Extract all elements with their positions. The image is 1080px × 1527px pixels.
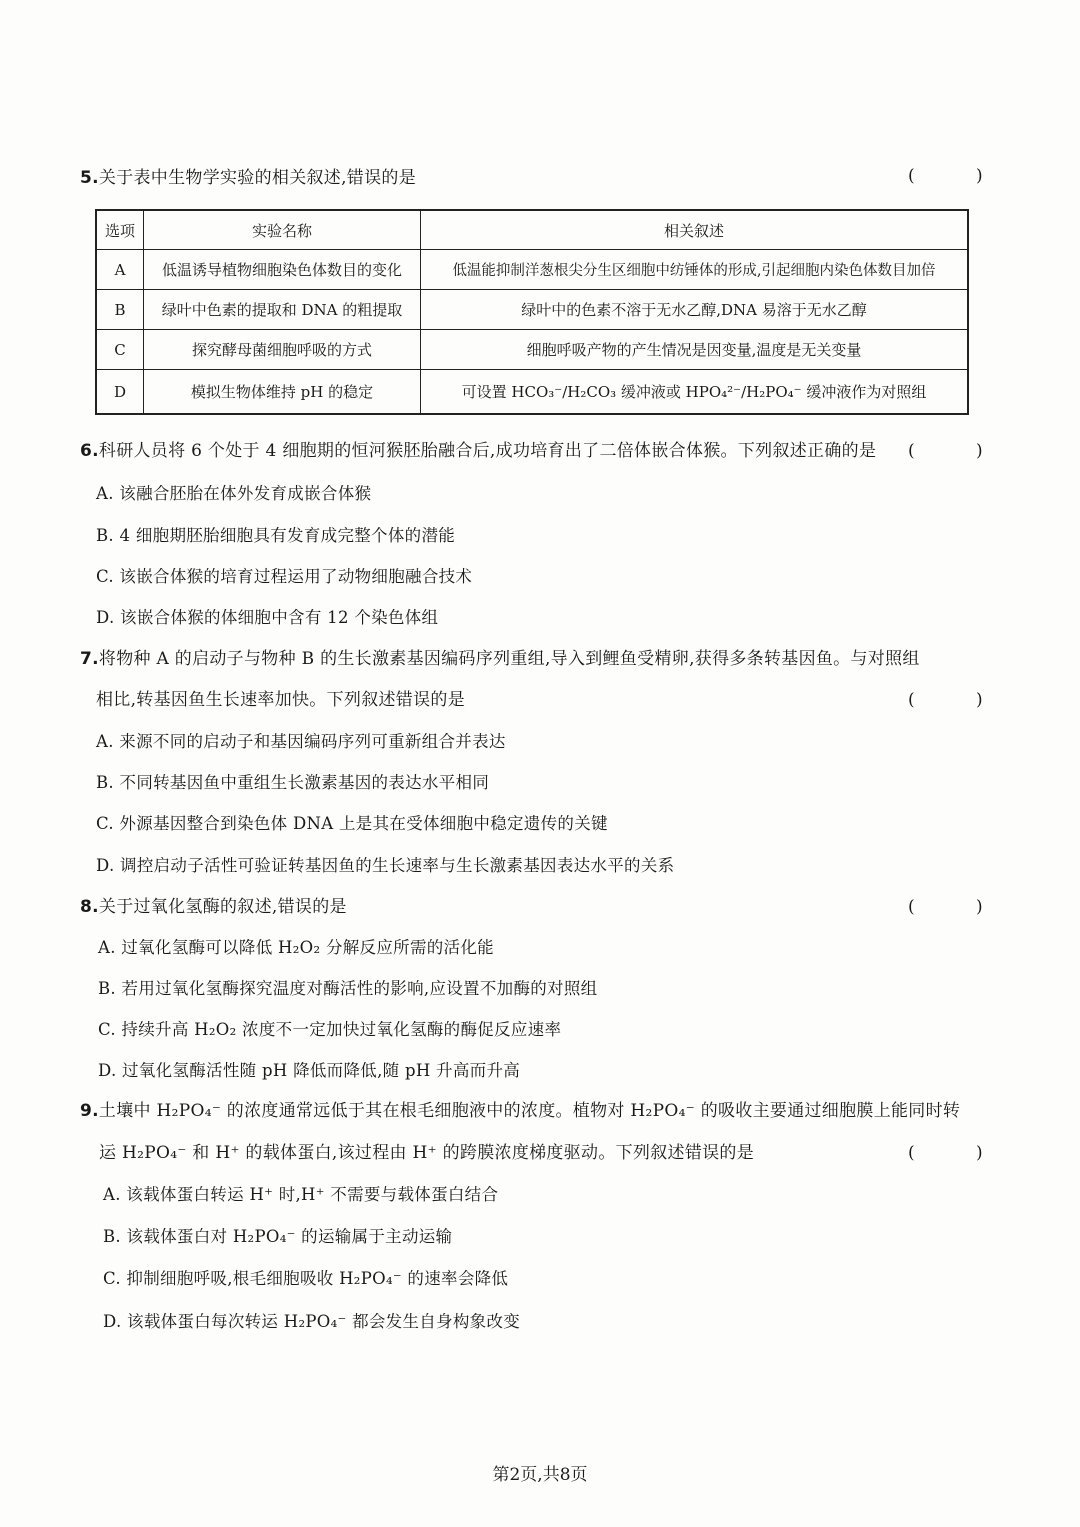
header-experiment-name: 实验名称: [144, 210, 421, 250]
q5-answer-paren: ( ): [908, 166, 1011, 186]
q5-stem: 关于表中生物学实验的相关叙述,错误的是: [98, 168, 416, 188]
q9-option-c: C. 抑制细胞呼吸,根毛细胞吸收 H₂PO₄⁻ 的速率会降低: [103, 1269, 509, 1288]
cell-option: C: [96, 330, 144, 370]
q6-stem-line: [80, 439, 876, 463]
q9-option-d: D. 该载体蛋白每次转运 H₂PO₄⁻ 都会发生自身构象改变: [103, 1312, 521, 1331]
cell-option: B: [96, 290, 144, 330]
table-header-row: [96, 210, 968, 250]
cell-description: 绿叶中的色素不溶于无水乙醇,DNA 易溶于无水乙醇: [421, 290, 969, 330]
q6-number: 6.: [80, 441, 99, 461]
q7-option-d: D. 调控启动子活性可验证转基因鱼的生长速率与生长激素基因表达水平的关系: [96, 856, 675, 875]
cell-description: 可设置 HCO₃⁻/H₂CO₃ 缓冲液或 HPO₄²⁻/H₂PO₄⁻ 缓冲液作为对照组: [421, 370, 969, 415]
q5-stem-line: [80, 166, 416, 190]
cell-experiment-name: 绿叶中色素的提取和 DNA 的粗提取: [144, 290, 421, 330]
cell-option: A: [96, 250, 144, 290]
cell-experiment-name: 模拟生物体维持 pH 的稳定: [144, 370, 421, 415]
q6-option-d: D. 该嵌合体猴的体细胞中含有 12 个染色体组: [96, 608, 439, 627]
q7-stem-line-1: [80, 647, 920, 671]
page-footer: 第2页,共8页: [492, 1465, 588, 1485]
q9-option-a: A. 该载体蛋白转运 H⁺ 时,H⁺ 不需要与载体蛋白结合: [103, 1185, 499, 1204]
q8-stem-line: [80, 895, 347, 919]
q5-number: 5.: [80, 168, 99, 188]
q8-answer-paren: ( ): [908, 897, 1011, 917]
q6-stem: 科研人员将 6 个处于 4 细胞期的恒河猴胚胎融合后,成功培育出了二倍体嵌合体猴。下列叙述正确的是: [98, 441, 877, 461]
q7-stem-line-2: 相比,转基因鱼生长速率加快。下列叙述错误的是: [96, 690, 466, 710]
q7-number: 7.: [80, 649, 99, 669]
header-option: 选项: [96, 210, 144, 250]
q7-answer-paren: ( ): [908, 690, 1011, 710]
q9-option-b: B. 该载体蛋白对 H₂PO₄⁻ 的运输属于主动运输: [103, 1227, 453, 1246]
q9-answer-paren: ( ): [908, 1143, 1011, 1163]
q6-option-b: B. 4 细胞期胚胎细胞具有发育成完整个体的潜能: [96, 526, 456, 545]
q9-stem-part1: 土壤中 H₂PO₄⁻ 的浓度通常远低于其在根毛细胞液中的浓度。植物对 H₂PO₄⁻ 的吸收主要通过细胞膜上能同时转: [98, 1101, 961, 1121]
table-row: [96, 290, 968, 330]
q9-stem-line-1: [80, 1099, 960, 1123]
q6-option-c: C. 该嵌合体猴的培育过程运用了动物细胞融合技术: [96, 567, 473, 586]
q8-option-c: C. 持续升高 H₂O₂ 浓度不一定加快过氧化氢酶的酶促反应速率: [98, 1020, 562, 1039]
cell-description: 低温能抑制洋葱根尖分生区细胞中纺锤体的形成,引起细胞内染色体数目加倍: [421, 250, 969, 290]
q9-number: 9.: [80, 1101, 99, 1121]
cell-option: D: [96, 370, 144, 415]
table-row: [96, 330, 968, 370]
q8-stem: 关于过氧化氢酶的叙述,错误的是: [98, 897, 347, 917]
table-row: [96, 250, 968, 290]
q9-stem-line-2: 运 H₂PO₄⁻ 和 H⁺ 的载体蛋白,该过程由 H⁺ 的跨膜浓度梯度驱动。下列叙述错误的是: [99, 1143, 755, 1163]
q8-option-a: A. 过氧化氢酶可以降低 H₂O₂ 分解反应所需的活化能: [98, 938, 494, 957]
cell-experiment-name: 低温诱导植物细胞染色体数目的变化: [144, 250, 421, 290]
q7-option-c: C. 外源基因整合到染色体 DNA 上是其在受体细胞中稳定遗传的关键: [96, 814, 608, 833]
q7-option-a: A. 来源不同的启动子和基因编码序列可重新组合并表达: [96, 732, 506, 751]
table-row: [96, 370, 968, 415]
header-description: 相关叙述: [421, 210, 969, 250]
q6-option-a: A. 该融合胚胎在体外发育成嵌合体猴: [96, 484, 372, 503]
q7-stem-part1: 将物种 A 的启动子与物种 B 的生长激素基因编码序列重组,导入到鲤鱼受精卵,获得多条转基因鱼。与对照组: [98, 649, 920, 669]
q7-option-b: B. 不同转基因鱼中重组生长激素基因的表达水平相同: [96, 773, 490, 792]
q8-option-b: B. 若用过氧化氢酶探究温度对酶活性的影响,应设置不加酶的对照组: [98, 979, 598, 998]
q8-option-d: D. 过氧化氢酶活性随 pH 降低而降低,随 pH 升高而升高: [98, 1061, 521, 1080]
q8-number: 8.: [80, 897, 99, 917]
cell-description: 细胞呼吸产物的产生情况是因变量,温度是无关变量: [421, 330, 969, 370]
cell-experiment-name: 探究酵母菌细胞呼吸的方式: [144, 330, 421, 370]
q6-answer-paren: ( ): [908, 441, 1011, 461]
q5-experiment-table: [95, 209, 969, 415]
